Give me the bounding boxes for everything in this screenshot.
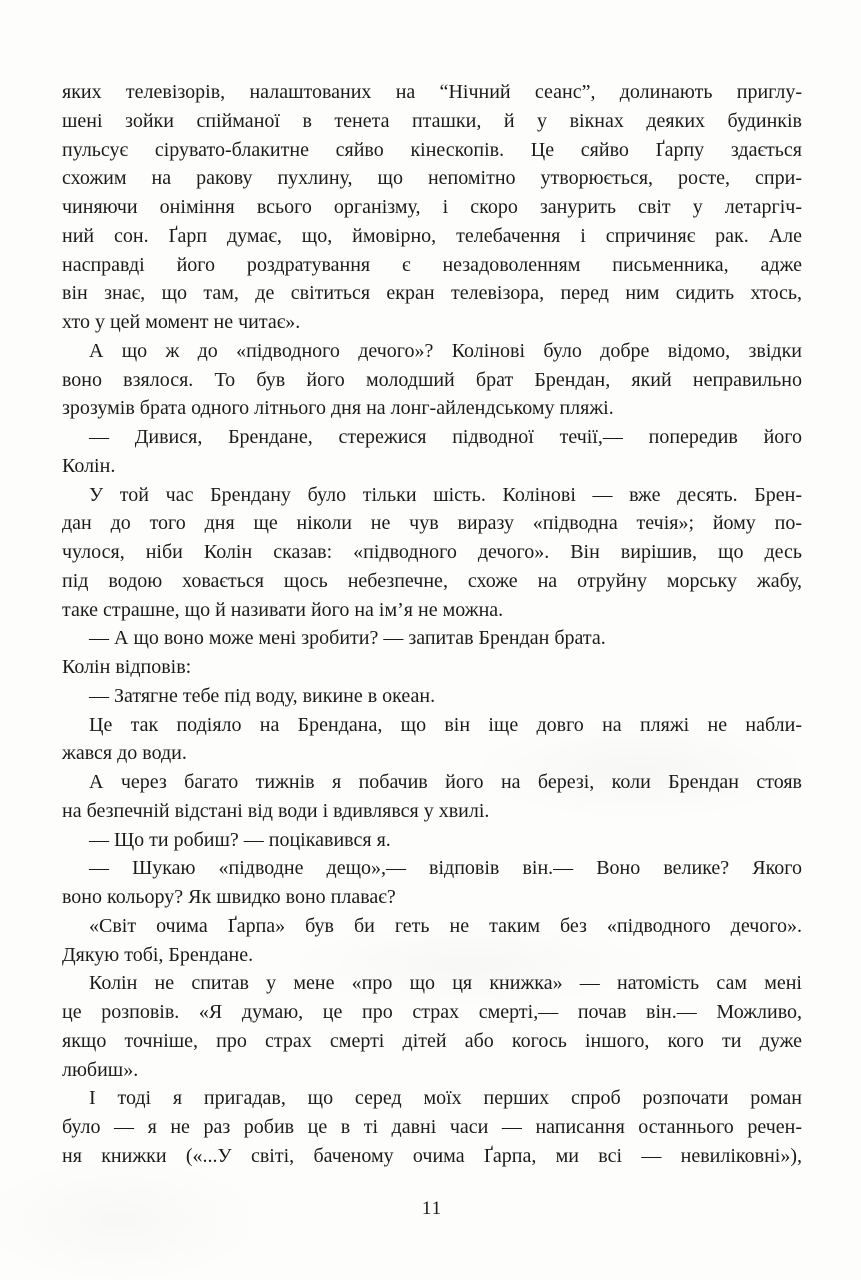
text-line: він знає, що там, де світиться екран телевізора, перед ним сидить хтось,	[62, 282, 802, 305]
text-line: «Світ очима Ґарпа» був би геть не таким без «підводного дечого».	[89, 914, 802, 937]
text-line: Колін не спитав у мене «про що ця книжка» — натомість сам мені	[89, 972, 802, 995]
text-line: таке страшне, що й називати його на ім’я не можна.	[62, 598, 504, 621]
text-line: А через багато тижнів я побачив його на березі, коли Брендан стояв	[89, 771, 802, 793]
text-line: Це так подіяло на Брендана, що він іще довго на пляжі не набли-	[89, 713, 802, 736]
text-line: на безпечній відстані від води і вдивлявся у хвилі.	[62, 799, 490, 822]
paragraph	[62, 682, 802, 711]
text-line: воно взялося. То був його молодший брат Брендан, який неправильно	[62, 368, 802, 391]
paragraph	[62, 711, 802, 769]
text-line: якщо точніше, про страх смерті дітей або когось іншого, кого ти дуже	[62, 1029, 802, 1052]
page-number	[62, 1195, 802, 1224]
text-line: шені зойки спійманої в тенета пташки, й у вікнах деяких будинків	[62, 109, 802, 132]
paragraph	[62, 423, 802, 481]
paragraph	[62, 826, 802, 855]
text-line: — А що воно може мені зробити? — запитав Брендан брата.	[89, 627, 606, 650]
paragraph	[62, 481, 802, 625]
text-line: жався до води.	[62, 742, 187, 765]
text-line: під водою ховається щось небезпечне, схоже на отруйну морську жабу,	[62, 569, 802, 592]
text-line: насправді його роздратування є незадоволенням письменника, адже	[62, 253, 802, 276]
text-line: А що ж до «підводного дечого»? Колінові було добре відомо, звідки	[89, 339, 802, 362]
text-line: Дякую тобі, Брендане.	[62, 943, 254, 966]
text-line: яких телевізорів, налаштованих на “Нічний сеанс”, долинають приглу-	[62, 81, 802, 103]
page-number-value: 11	[421, 1197, 443, 1219]
text-line: І тоді я пригадав, що серед моїх перших спроб розпочати роман	[89, 1087, 802, 1110]
text-line: чулося, ніби Колін сказав: «підводного дечого». Він вирішив, що десь	[62, 541, 802, 563]
text-line: пульсує сірувато-блакитне сяйво кінескопів. Це сяйво Ґарпу здається	[62, 138, 802, 161]
text-line: це розповів. «Я думаю, це про страх смерті,— почав він.— Можливо,	[62, 1001, 802, 1023]
text-line: Колін відповів:	[62, 656, 192, 678]
text-line: дан до того дня ще ніколи не чув виразу «підводна течія»; йому по-	[62, 512, 802, 535]
paragraph	[62, 854, 802, 912]
paragraph	[62, 912, 802, 970]
text-line: ня книжки («...У світі, баченому очима Ґарпа, ми всі — невиліковні»),	[62, 1144, 802, 1167]
paragraph	[62, 969, 802, 1084]
text-line: хто у цей момент не читає».	[62, 311, 301, 333]
text-line: воно кольору? Як швидко воно плаває?	[62, 886, 396, 908]
text-line: схожим на ракову пухлину, що непомітно утворюється, росте, спри-	[62, 167, 802, 190]
text-line: — Затягне тебе під воду, викине в океан.	[89, 684, 436, 707]
page-text	[62, 78, 802, 1171]
paragraph	[62, 653, 802, 682]
text-line: ний сон. Ґарп думає, що, ймовірно, телебачення і спричиняє рак. Але	[62, 224, 802, 247]
text-line: У той час Брендану було тільки шість. Колінові — вже десять. Брен-	[89, 483, 802, 506]
paragraph	[62, 78, 802, 337]
paragraph	[62, 624, 802, 653]
text-line: — Шукаю «підводне дещо»,— відповів він.— Воно велике? Якого	[89, 857, 802, 880]
text-line: було — я не раз робив це в ті давні часи — написання останнього речен-	[62, 1116, 802, 1138]
text-line: — Дивися, Брендане, стережися підводної течії,— попередив його	[89, 426, 802, 448]
paragraph	[62, 337, 802, 423]
text-line: чиняючи оніміння всього організму, і скоро занурить світ у летаргіч-	[62, 196, 802, 218]
text-line: зрозумів брата одного літнього дня на лонг-айлендському пляжі.	[62, 397, 614, 420]
text-line: Колін.	[62, 454, 116, 477]
paragraph	[62, 1084, 802, 1170]
paragraph	[62, 768, 802, 826]
text-line: любиш».	[62, 1058, 139, 1081]
text-line: — Що ти робиш? — поцікавився я.	[89, 828, 391, 851]
